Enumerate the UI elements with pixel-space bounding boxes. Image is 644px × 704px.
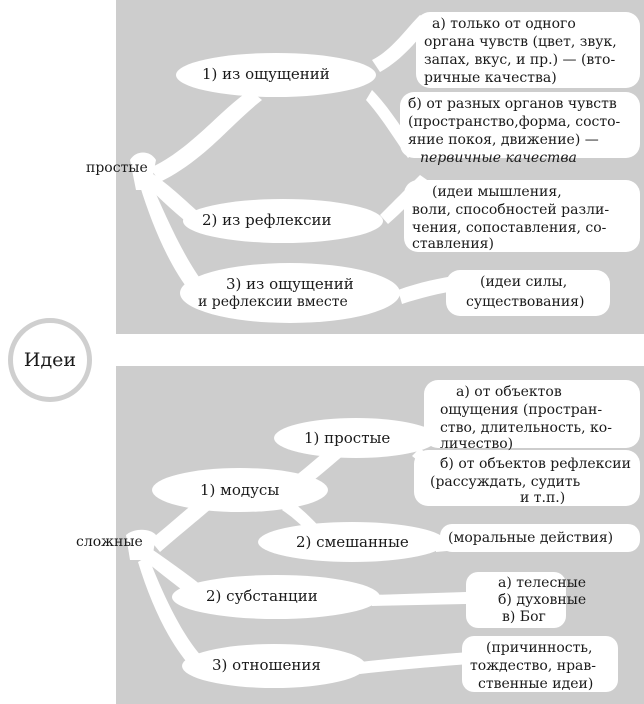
modes-mixed-desc: (моральные действия) — [448, 530, 614, 546]
sensation-a-line1: а) только от одного — [432, 16, 576, 32]
modes-simple-a-line4: личество) — [440, 436, 514, 452]
relations-desc-line2: тождество, нрав- — [470, 658, 597, 674]
sensation-b-line4: первичные качества — [420, 150, 577, 166]
sensation-label: 1) из ощущений — [202, 65, 330, 83]
complex-label: сложные — [76, 534, 143, 550]
root-node — [8, 318, 92, 402]
both-label-line2: и рефлексии вместе — [198, 294, 348, 310]
relations-desc-line1: (причинность, — [486, 640, 593, 656]
modes-simple-label: 1) простые — [304, 429, 391, 447]
reflection-desc-line1: (идеи мышления, — [432, 184, 562, 200]
sensation-b-line2: (пространство,форма, состо- — [408, 114, 621, 130]
modes-mixed-label: 2) смешанные — [296, 533, 409, 551]
sensation-a-line2: органа чувств (цвет, звук, — [424, 34, 617, 50]
reflection-desc-line3: чения, сопоставления, со- — [412, 220, 607, 236]
substance-item-1: а) телесные — [498, 575, 587, 591]
simple-label: простые — [86, 160, 148, 176]
modes-simple-b-line2: (рассуждать, судить — [430, 474, 581, 490]
relations-desc-line3: ственные идеи) — [478, 676, 594, 692]
both-desc-line2: существования) — [466, 294, 585, 310]
sensation-a-line4: ричные качества) — [424, 70, 557, 86]
root-label: Идеи — [23, 349, 77, 371]
modes-simple-a-line3: ство, длительность, ко- — [440, 420, 612, 436]
substance-item-3: в) Бог — [502, 609, 546, 625]
modes-simple-a-line2: ощущения (простран- — [440, 402, 603, 418]
substances-label: 2) субстанции — [206, 587, 318, 605]
modes-label: 1) модусы — [200, 481, 280, 499]
both-desc-line1: (идеи силы, — [480, 274, 568, 290]
relations-label: 3) отношения — [212, 656, 321, 674]
sensation-a-line3: запах, вкус, и пр.) — (вто- — [424, 52, 616, 68]
sensation-b-line3: яние покоя, движение) — — [408, 132, 599, 148]
both-label-line1: 3) из ощущений — [226, 275, 354, 293]
sensation-b-line1: б) от разных органов чувств — [408, 96, 617, 112]
modes-simple-b-line3: и т.п.) — [520, 490, 566, 506]
reflection-desc-line4: ставления) — [412, 236, 494, 252]
modes-simple-b-line1: б) от объектов рефлексии — [440, 456, 631, 472]
modes-simple-a-line1: а) от объектов — [456, 384, 562, 400]
reflection-desc-line2: воли, способностей разли- — [412, 202, 610, 218]
substance-item-2: б) духовные — [498, 592, 587, 608]
reflection-label: 2) из рефлексии — [202, 211, 332, 229]
